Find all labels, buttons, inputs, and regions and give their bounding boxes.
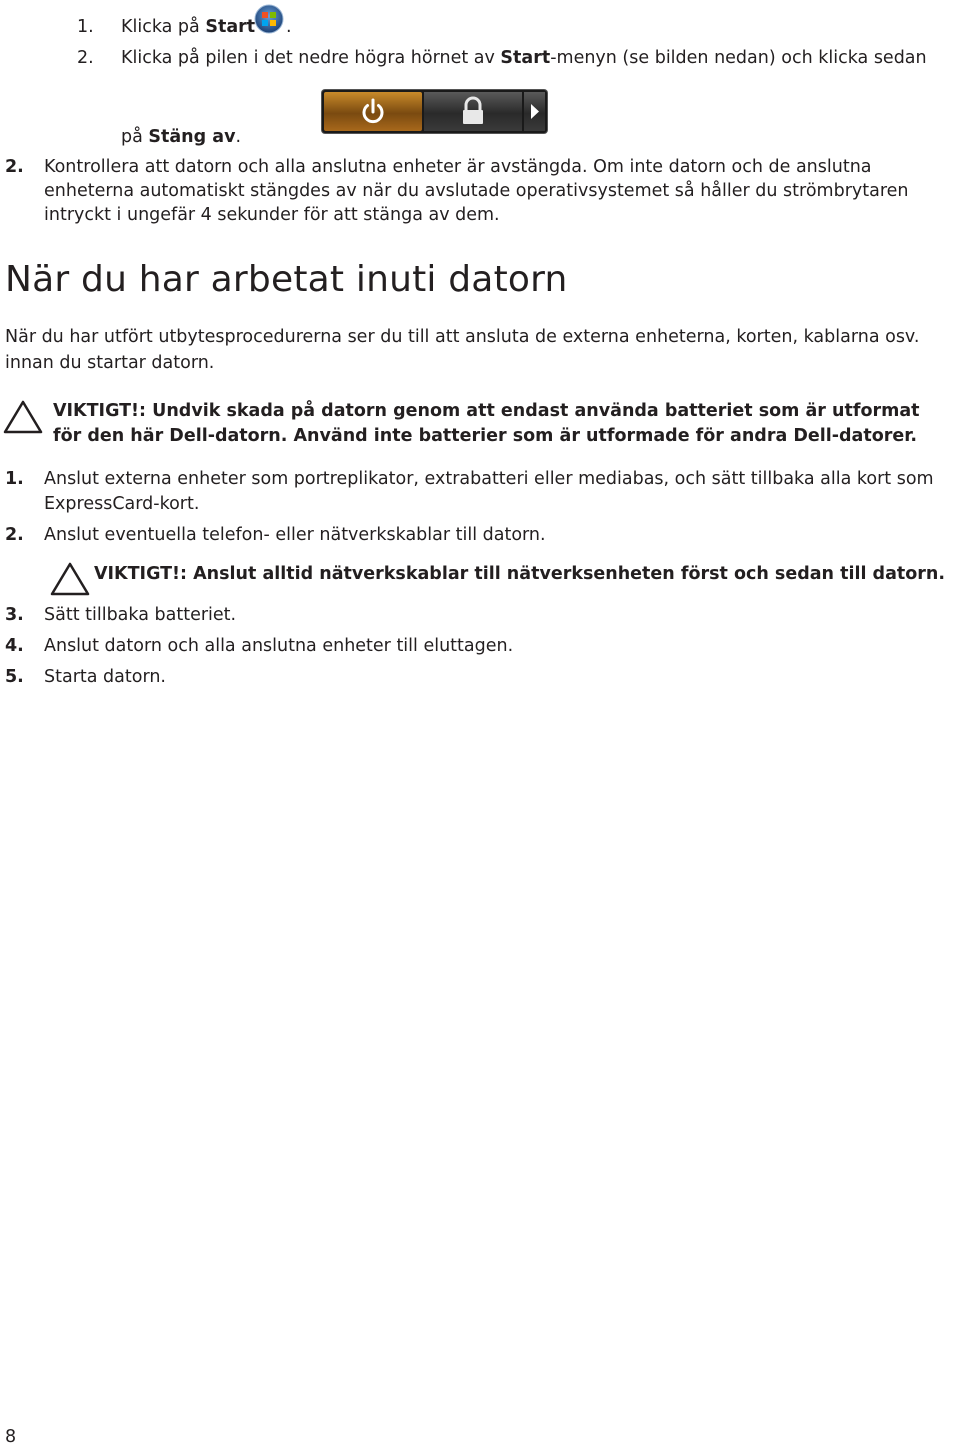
step-2-number: 2. [77, 48, 94, 68]
section-heading: När du har arbetat inuti datorn [5, 259, 568, 300]
power-icon [324, 92, 422, 131]
step-text: Sätt tillbaka batteriet. [44, 605, 237, 625]
warning-triangle-icon [50, 562, 90, 596]
step-number: 1. [5, 469, 24, 489]
warning-2-text: VIKTIGT!: Anslut alltid nätverkskablar till nätverksenheten först och sedan till datorn. [94, 564, 946, 584]
step-text: Anslut datorn och alla anslutna enheter till eluttagen. [44, 636, 514, 656]
step-2b-text: Kontrollera att datorn och alla anslutna enheter är avstängda. Om inte datorn och de anslutna enheterna automatiskt stängdes av när du avslutade operativsystemet så håller du strömbrytaren intryckt i ungefär 4 sekunder för att stänga av dem. [44, 157, 909, 225]
page-number: 8 [5, 1427, 17, 1447]
arrow-right-icon [524, 92, 545, 131]
start-menu-shutdown-bar [322, 90, 547, 133]
shutdown-options-arrow [524, 92, 545, 131]
step-number: 2. [5, 525, 24, 545]
shutdown-button [324, 92, 422, 131]
start-label: Start [205, 17, 256, 37]
warning-triangle-icon [3, 400, 43, 434]
step-2-line-1 [121, 48, 927, 68]
step-2-line-1-prefix: Klicka på pilen i det nedre högra hörnet av [121, 48, 501, 68]
step-2-line-2-prefix: på [121, 127, 149, 147]
lock-button [424, 92, 522, 131]
step-number: 5. [5, 667, 24, 687]
step-number: 3. [5, 605, 24, 625]
step-1-prefix: Klicka på [121, 17, 206, 37]
shutdown-label: Stäng av [148, 127, 236, 147]
step-text: Anslut externa enheter som portreplikator, extrabatteri eller mediabas, och sätt tillbaka alla kort som ExpressCard-kort. [44, 469, 934, 514]
step-number: 4. [5, 636, 24, 656]
step-text: Starta datorn. [44, 667, 166, 687]
step-2-line-1-suffix: -menyn (se bilden nedan) och klicka sedan [550, 48, 927, 68]
step-text: Anslut eventuella telefon- eller nätverkskablar till datorn. [44, 525, 546, 545]
lock-icon [424, 92, 522, 131]
windows-start-orb-icon [253, 3, 285, 35]
step-2-line-2-suffix: . [235, 127, 242, 147]
step-1-text [121, 17, 255, 37]
step-2b-number: 2. [5, 157, 24, 177]
step-1-suffix: . [286, 17, 292, 37]
step-1-number: 1. [77, 17, 94, 37]
step-2-line-2 [121, 127, 241, 147]
start-menu-label: Start [500, 48, 551, 68]
section-intro: När du har utfört utbytesprocedurerna ser du till att ansluta de externa enheterna, korten, kablarna osv. innan du startar datorn. [5, 327, 920, 373]
warning-1-text: VIKTIGT!: Undvik skada på datorn genom att endast använda batteriet som är utformat för den här Dell-datorn. Använd inte batterier som är utformade för andra Dell-datorer. [53, 401, 920, 446]
